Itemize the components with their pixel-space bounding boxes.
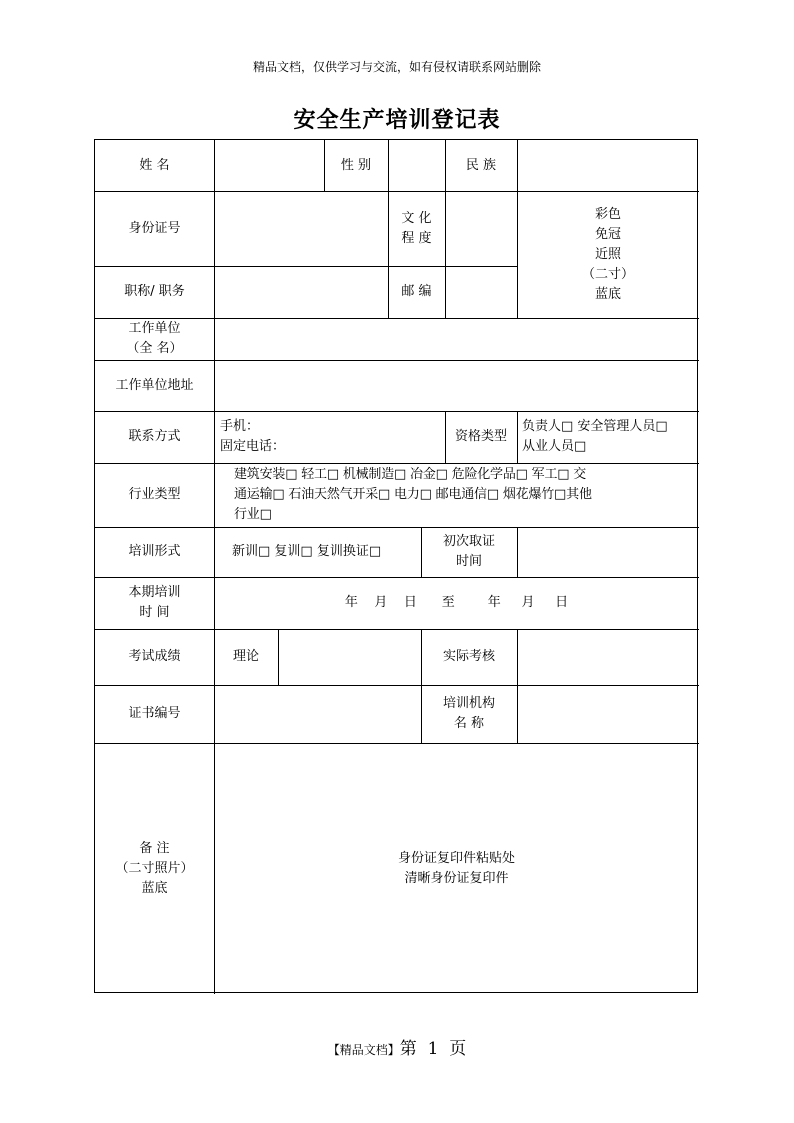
mobile-label: 手机： <box>220 419 260 434</box>
label-training-form: 培训形式 <box>128 544 181 559</box>
practical-score-field[interactable] <box>517 629 699 685</box>
employer-field[interactable] <box>214 318 699 360</box>
label-institution <box>421 685 517 743</box>
label-training-period-line2: 时 间 <box>139 605 170 620</box>
label-postcode: 邮 编 <box>401 284 432 299</box>
education-field[interactable] <box>445 191 517 266</box>
first-cert-time-field[interactable] <box>517 527 699 577</box>
industry-options-line3: 行业□ <box>234 507 272 522</box>
label-id-number: 身份证号 <box>128 220 181 236</box>
id-copy-paste-area[interactable] <box>214 743 699 994</box>
contact-field[interactable] <box>214 411 445 463</box>
label-education <box>388 191 445 266</box>
label-training-period-line1: 本期培训 <box>128 585 181 600</box>
label-institution-line1: 培训机构 <box>442 696 495 711</box>
theory-score-field[interactable] <box>278 629 421 685</box>
label-first-cert-line1: 初次取证 <box>442 534 495 549</box>
photo-line4: （二寸） <box>581 266 634 282</box>
gender-field[interactable] <box>388 140 445 191</box>
photo-line2: 免冠 <box>594 226 621 242</box>
label-theory: 理论 <box>232 649 259 664</box>
training-period-field[interactable]: 年 月 日 至 年 月 日 <box>344 595 569 610</box>
name-field[interactable] <box>214 140 324 191</box>
qualification-options[interactable] <box>517 411 699 463</box>
registration-form <box>94 139 698 993</box>
page-footer <box>0 1034 794 1059</box>
label-remarks-line3: 蓝底 <box>141 880 168 896</box>
label-employer-line2: （全 名） <box>126 341 183 356</box>
label-cert-number: 证书编号 <box>128 706 181 721</box>
label-ethnicity: 民 族 <box>465 157 497 173</box>
photo-line1: 彩色 <box>594 206 621 222</box>
label-first-cert-time <box>421 527 517 577</box>
photo-area <box>517 191 699 318</box>
training-options[interactable]: 新训□ 复训□ 复训换证□ <box>232 544 382 559</box>
employer-address-field[interactable] <box>214 360 699 411</box>
label-name: 姓 名 <box>139 157 170 173</box>
label-training-period <box>95 577 214 629</box>
form-title: 安全生产培训登记表 <box>293 108 501 133</box>
label-industry-type: 行业类型 <box>128 487 181 502</box>
header-note: 精品文档，仅供学习与交流，如有侵权请联系网站删除 <box>252 60 541 74</box>
label-qualification-type: 资格类型 <box>454 429 507 444</box>
label-exam-score: 考试成绩 <box>128 649 181 664</box>
industry-options[interactable] <box>214 463 699 527</box>
qualification-options-line1: 负责人□ 安全管理人员□ <box>522 419 668 434</box>
postcode-field[interactable] <box>445 266 517 318</box>
id-copy-line1: 身份证复印件粘贴处 <box>397 850 515 866</box>
institution-field[interactable] <box>517 685 699 743</box>
ethnicity-field[interactable] <box>517 140 699 191</box>
label-education-line1: 文 化 <box>401 210 432 226</box>
footer-page-number: 第 1 页 <box>399 1039 467 1059</box>
qualification-options-line2: 从业人员□ <box>522 439 587 454</box>
title-position-field[interactable] <box>214 266 388 318</box>
label-institution-line2: 名 称 <box>453 716 485 731</box>
photo-line5: 蓝底 <box>594 286 621 302</box>
footer-bracket-label: 【精品文档】 <box>327 1043 400 1057</box>
label-title-position: 职称/ 职务 <box>124 284 185 299</box>
label-employer-line1: 工作单位 <box>128 321 181 336</box>
id-number-field[interactable] <box>214 191 388 266</box>
label-gender: 性 别 <box>340 157 372 173</box>
label-remarks-line1: 备 注 <box>139 840 170 856</box>
label-education-line2: 程 度 <box>401 230 432 246</box>
label-first-cert-line2: 时间 <box>455 554 482 569</box>
cert-number-field[interactable] <box>214 685 421 743</box>
label-remarks <box>95 743 214 994</box>
industry-options-line2: 通运输□ 石油天然气开采□ 电力□ 邮电通信□ 烟花爆竹□其他 <box>234 487 592 502</box>
label-employer-address: 工作单位地址 <box>115 377 194 393</box>
photo-line3: 近照 <box>594 246 621 262</box>
id-copy-line2: 清晰身份证复印件 <box>404 870 509 886</box>
landline-label: 固定电话： <box>220 439 286 454</box>
label-practical: 实际考核 <box>442 649 495 664</box>
industry-options-line1: 建筑安装□ 轻工□ 机械制造□ 冶金□ 危险化学品□ 军工□ 交 <box>234 467 587 482</box>
label-contact: 联系方式 <box>128 429 181 444</box>
label-employer <box>95 318 214 360</box>
label-remarks-line2: （二寸照片） <box>115 860 194 876</box>
